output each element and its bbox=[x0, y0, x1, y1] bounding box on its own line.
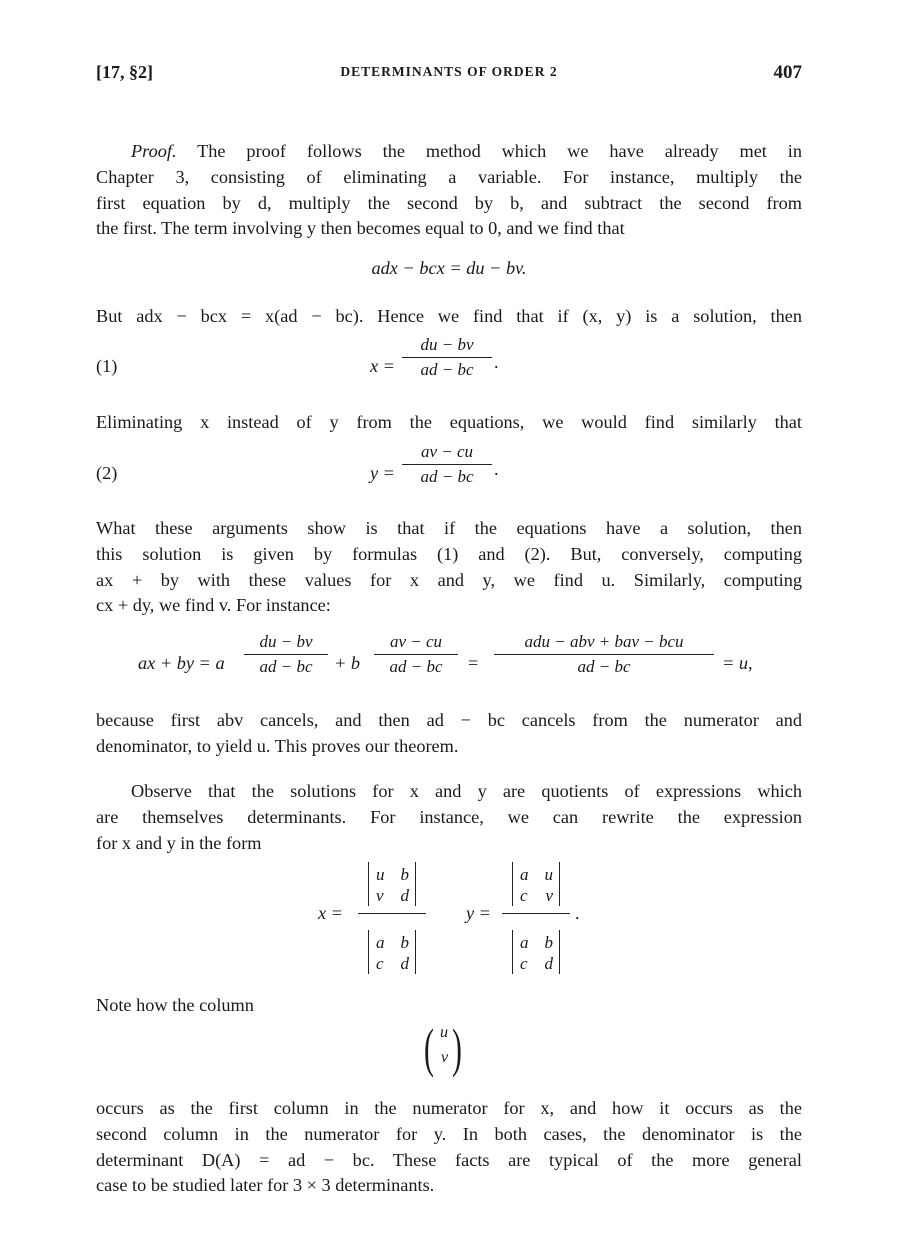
text-line: this solution is given by formulas (1) and (2). But, conversely, computing bbox=[96, 543, 802, 564]
text-line: determinant D(A) = ad − bc. These facts are typical of the more general bbox=[96, 1149, 802, 1170]
text-line: But adx − bcx = x(ad − bc). Hence we find that if (x, y) is a solution, then bbox=[96, 306, 802, 326]
but-paragraph bbox=[96, 304, 802, 330]
text-line: the first. The term involving y then becomes equal to 0, and we find that bbox=[96, 218, 625, 239]
proof-label: Proof. bbox=[131, 141, 177, 161]
equals: = bbox=[468, 653, 479, 673]
period: . bbox=[575, 903, 580, 923]
text-line: first equation by d, multiply the second by b, and subtract the second from bbox=[96, 192, 802, 213]
text-line: What these arguments show is that if the equations have a solution, then bbox=[96, 518, 802, 538]
equation-lhs: ax + by = a bbox=[138, 653, 225, 673]
denominator: ad − bc bbox=[420, 360, 474, 379]
observe-paragraph bbox=[96, 779, 802, 856]
what-paragraph bbox=[96, 516, 802, 619]
text-line: are themselves determinants. For instance, we can rewrite the expression bbox=[96, 806, 802, 827]
x-denominator-determinant: a b c d bbox=[368, 930, 416, 974]
y-lhs: y = bbox=[466, 903, 492, 923]
equation-lhs: y = bbox=[370, 463, 396, 483]
denominator: ad − bc bbox=[420, 467, 474, 486]
text-line: Note how the column bbox=[96, 995, 254, 1015]
left-parenthesis: ( bbox=[424, 1018, 434, 1078]
fraction: av − cu ad − bc bbox=[374, 632, 458, 677]
fraction-bar bbox=[402, 464, 492, 465]
section-reference: [17, §2] bbox=[96, 62, 153, 82]
equation-adx: adx − bcx = du − bv. bbox=[371, 258, 527, 278]
x-numerator-determinant: u b v d bbox=[368, 862, 416, 906]
right-parenthesis: ) bbox=[452, 1018, 462, 1078]
text-line: denominator, to yield u. This proves our theorem. bbox=[96, 735, 459, 756]
fraction bbox=[402, 335, 492, 380]
numerator: du − bv bbox=[420, 335, 474, 354]
text-line: ax + by with these values for x and y, we find u. Similarly, computing bbox=[96, 569, 802, 590]
text-line: cx + dy, we find v. For instance: bbox=[96, 595, 331, 616]
text-line: case to be studied later for 3 × 3 determinants. bbox=[96, 1175, 435, 1196]
y-numerator-determinant: a u c v bbox=[512, 862, 560, 906]
vector-entry: u bbox=[440, 1024, 448, 1041]
period: . bbox=[494, 352, 499, 372]
page-number: 407 bbox=[773, 62, 802, 83]
plus-b: + b bbox=[334, 653, 361, 673]
equation-lhs: x = bbox=[370, 356, 396, 376]
text-line: Proof. The proof follows the method which we have already met in bbox=[131, 141, 802, 161]
fraction bbox=[402, 442, 492, 487]
equation-label: (2) bbox=[96, 463, 118, 483]
chapter-title: DETERMINANTS OF ORDER 2 bbox=[340, 64, 558, 79]
period: . bbox=[494, 459, 499, 479]
proof-paragraph bbox=[96, 139, 802, 242]
text-line: because first abv cancels, and then ad − bc cancels from the numerator and bbox=[96, 710, 802, 730]
because-paragraph bbox=[96, 708, 802, 760]
occurs-paragraph bbox=[96, 1096, 802, 1199]
text-line: for x and y in the form bbox=[96, 832, 262, 853]
vector-entry: v bbox=[441, 1049, 449, 1066]
y-denominator-determinant: a b c d bbox=[512, 930, 560, 974]
running-header bbox=[96, 62, 802, 92]
eliminating-paragraph bbox=[96, 410, 802, 436]
text-line: Chapter 3, consisting of eliminating a variable. For instance, multiply the bbox=[96, 166, 802, 187]
text-line: Observe that the solutions for x and y are quotients of expressions which bbox=[131, 781, 802, 801]
text-line: second column in the numerator for y. In both cases, the denominator is the bbox=[96, 1123, 802, 1144]
fraction-bar bbox=[358, 913, 426, 914]
equation-rhs: = u, bbox=[722, 653, 753, 673]
fraction-bar bbox=[402, 357, 492, 358]
text-line: Eliminating x instead of y from the equations, we would find similarly that bbox=[96, 412, 802, 432]
fraction-bar bbox=[502, 913, 570, 914]
numerator: av − cu bbox=[420, 442, 474, 461]
fraction: adu − abv + bav − bcu ad − bc bbox=[494, 632, 714, 677]
text-line: occurs as the first column in the numerator for x, and how it occurs as the bbox=[96, 1098, 802, 1118]
x-lhs: x = bbox=[318, 903, 344, 923]
fraction: du − bv ad − bc bbox=[244, 632, 328, 677]
note-paragraph bbox=[96, 993, 802, 1019]
equation-label: (1) bbox=[96, 356, 118, 376]
